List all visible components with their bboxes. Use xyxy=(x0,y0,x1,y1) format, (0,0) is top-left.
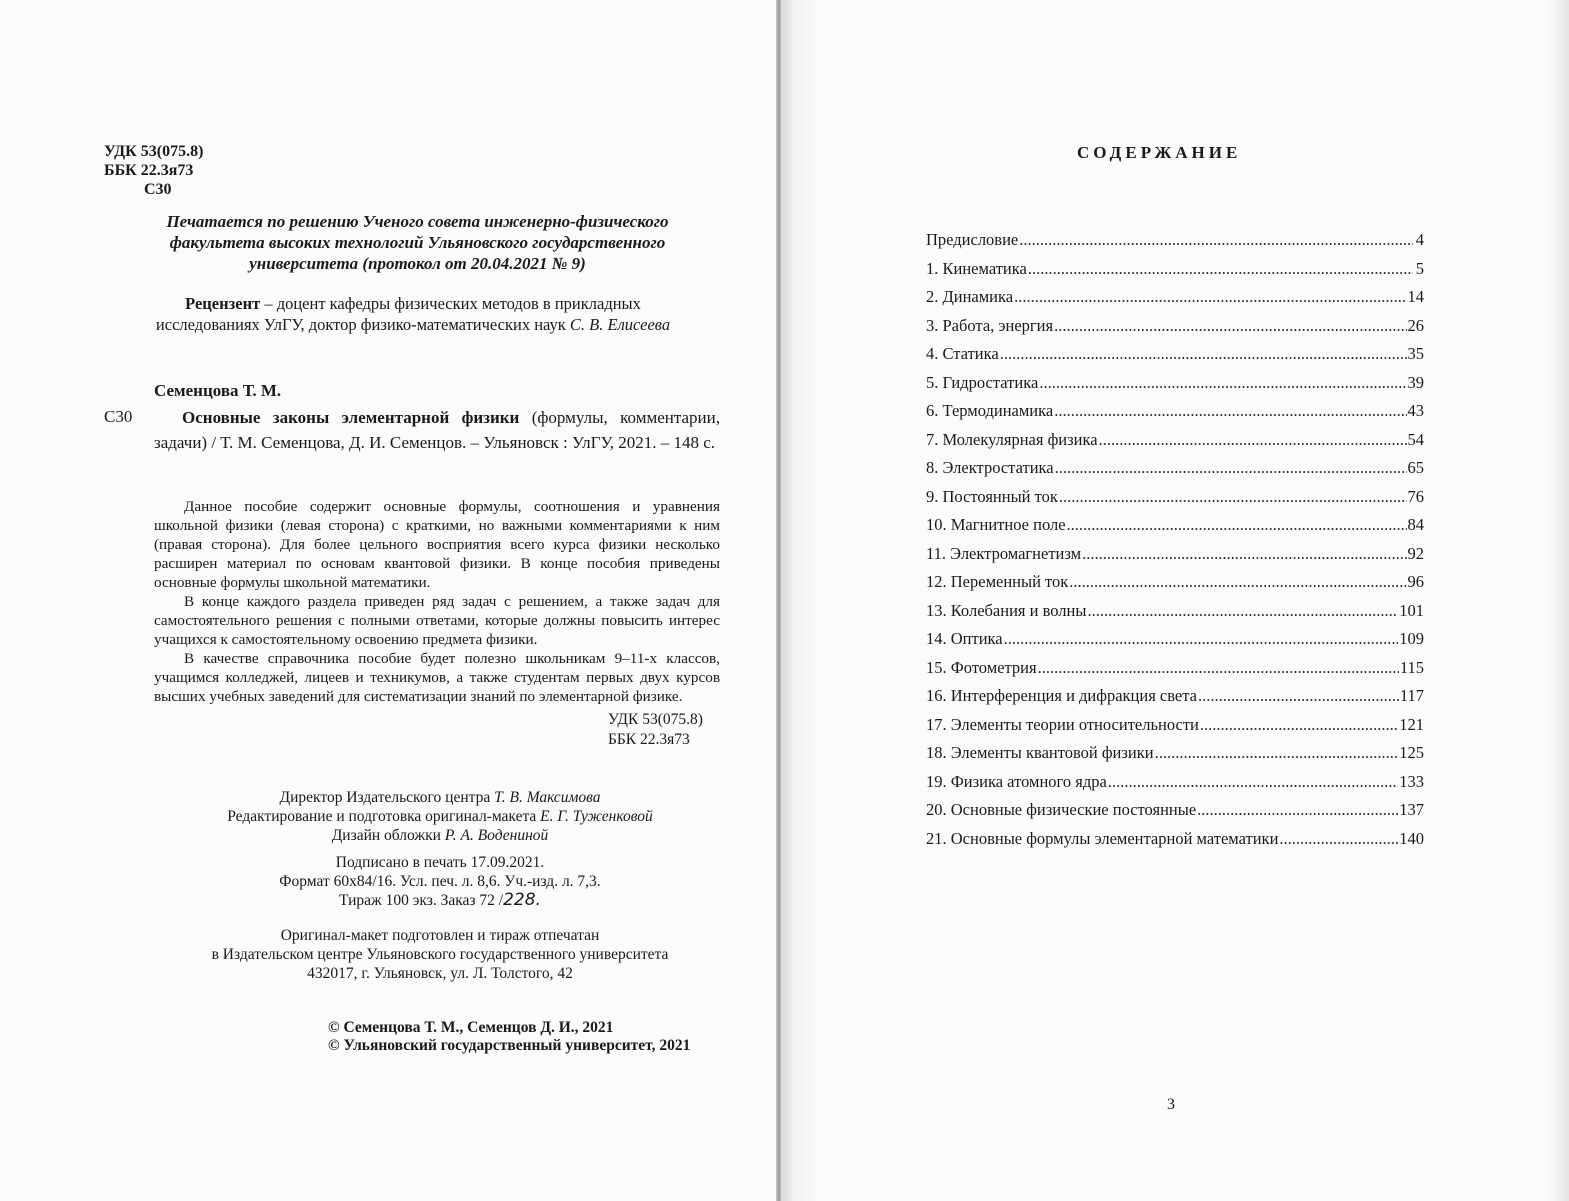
toc-entry-page: 125 xyxy=(1399,743,1424,762)
copyright-block xyxy=(328,1019,690,1055)
toc-entry-title: 3. Работа, энергия xyxy=(926,315,1054,335)
page-edge-shadow xyxy=(1548,0,1569,1201)
toc-leader-dots xyxy=(1004,629,1399,649)
toc-entry xyxy=(926,658,1424,687)
credit-line xyxy=(150,826,730,845)
run-info: Тираж 100 экз. Заказ 72 /228. xyxy=(339,890,541,910)
toc-entry-page: 109 xyxy=(1399,629,1424,648)
table-of-contents xyxy=(926,230,1424,857)
toc-entry-page: 140 xyxy=(1399,828,1424,848)
udk-code: УДК 53(075.8) xyxy=(104,143,204,160)
toc-leader-dots xyxy=(1067,515,1407,535)
toc-entry xyxy=(926,373,1424,402)
toc-entry xyxy=(926,743,1424,772)
toc-entry-title: 13. Колебания и волны xyxy=(926,600,1087,620)
udk-header xyxy=(104,142,203,199)
toc-entry-title: Предисловие xyxy=(926,230,1019,249)
toc-entry-title: 2. Динамика xyxy=(926,287,1014,306)
credit-line xyxy=(150,807,730,826)
toc-entry-title: 8. Электростатика xyxy=(926,458,1054,477)
toc-entry-page: 92 xyxy=(1407,543,1424,563)
toc-leader-dots xyxy=(1200,715,1398,735)
credit-line xyxy=(150,788,730,807)
toc-entry-page: 133 xyxy=(1399,771,1424,791)
toc-entry-title: 15. Фотометрия xyxy=(926,657,1037,677)
reviewer-block xyxy=(118,293,708,335)
annotation-paragraph: Данное пособие содержит основные формулы, соотношения и уравнения школьной физики (левая сторона) с краткими, но важными комментариями к ним (правая сторона). Для более цельного восприятия всего курса физики несколько расширен материал по основам квантовой физики. В конце пособия приведены основные формулы школьной математики. xyxy=(154,498,720,591)
toc-entry-title: 21. Основные формулы элементарной математики xyxy=(926,828,1279,848)
toc-entry-page: 117 xyxy=(1399,686,1424,705)
toc-leader-dots xyxy=(1069,572,1406,592)
toc-leader-dots xyxy=(1087,601,1398,621)
toc-leader-dots xyxy=(1054,316,1406,336)
author-name: Семенцова Т. М. xyxy=(154,381,282,400)
reviewer-text: – доцент кафедры физических методов в прикладных xyxy=(260,294,641,313)
printer-line: в Издательском центре Ульяновского государственного университета xyxy=(211,946,669,963)
decision-line: Печатается по решению Ученого совета инженерно-физического xyxy=(166,212,669,231)
toc-entry-page: 96 xyxy=(1407,572,1424,591)
print-info xyxy=(150,853,730,910)
credit-label: Редактирование и подготовка оригинал-макета xyxy=(227,808,541,825)
toc-entry xyxy=(926,487,1424,516)
toc-entry-title: 19. Физика атомного ядра xyxy=(926,771,1107,791)
toc-entry xyxy=(926,572,1424,601)
toc-entry xyxy=(926,772,1424,801)
imprint-page xyxy=(0,0,781,1201)
toc-entry-title: 20. Основные физические постоянные xyxy=(926,800,1197,819)
author-mark: С30 xyxy=(144,181,172,198)
toc-entry-page: 76 xyxy=(1407,486,1424,506)
copyright-line: © Ульяновский государственный университет, 2021 xyxy=(328,1037,691,1054)
toc-leader-dots xyxy=(1039,373,1406,393)
credit-name: Е. Г. Туженковой xyxy=(540,808,653,825)
toc-entry xyxy=(926,458,1424,487)
annotation xyxy=(154,497,720,706)
toc-entry xyxy=(926,800,1424,829)
toc-leader-dots xyxy=(1000,344,1407,364)
udk-footer xyxy=(608,710,703,750)
toc-entry xyxy=(926,287,1424,316)
toc-entry xyxy=(926,715,1424,744)
toc-entry-title: 14. Оптика xyxy=(926,629,1003,648)
reviewer-label: Рецензент xyxy=(185,294,261,313)
toc-entry-title: 18. Элементы квантовой физики xyxy=(926,743,1154,762)
credit-label: Директор Издательского центра xyxy=(279,789,495,806)
toc-entry-page: 43 xyxy=(1407,401,1424,420)
credit-name: Т. В. Максимова xyxy=(494,789,601,806)
toc-leader-dots xyxy=(1054,401,1406,421)
toc-entry-page: 35 xyxy=(1407,344,1424,363)
toc-leader-dots xyxy=(1055,458,1407,478)
reviewer-text: исследованиях УлГУ, доктор физико-математических наук xyxy=(155,315,570,334)
toc-entry-page: 115 xyxy=(1399,657,1424,677)
toc-entry-page: 39 xyxy=(1407,372,1424,392)
toc-entry xyxy=(926,686,1424,715)
publishing-credits xyxy=(150,788,730,845)
publication-decision xyxy=(145,211,690,274)
toc-leader-dots xyxy=(1099,430,1407,450)
toc-leader-dots xyxy=(1014,287,1406,307)
toc-entry-page: 54 xyxy=(1407,429,1424,449)
reviewer-name: С. В. Елисеева xyxy=(569,315,671,334)
toc-leader-dots xyxy=(1028,259,1413,279)
toc-entry-page: 26 xyxy=(1407,315,1424,335)
credit-name: Р. А. Водениной xyxy=(444,827,549,844)
toc-entry-title: 16. Интерференция и дифракция света xyxy=(926,686,1197,705)
toc-entry-title: 7. Молекулярная физика xyxy=(926,429,1098,449)
toc-entry-page: 84 xyxy=(1407,515,1424,534)
toc-leader-dots xyxy=(1082,544,1406,564)
page-number: 3 xyxy=(1167,1096,1175,1113)
toc-entry-title: 5. Гидростатика xyxy=(926,372,1039,392)
toc-entry-title: 1. Кинематика xyxy=(926,258,1027,278)
contents-title: СОДЕРЖАНИЕ xyxy=(1077,143,1242,162)
toc-leader-dots xyxy=(1019,230,1413,250)
toc-leader-dots xyxy=(1038,658,1399,678)
toc-leader-dots xyxy=(1197,800,1398,820)
contents-page xyxy=(781,0,1569,1201)
copyright-line: © Семенцова Т. М., Семенцов Д. И., 2021 xyxy=(328,1019,614,1036)
toc-entry xyxy=(926,515,1424,544)
toc-entry-title: 10. Магнитное поле xyxy=(926,515,1066,534)
catalog-code: С30 xyxy=(104,407,133,426)
toc-leader-dots xyxy=(1108,772,1398,792)
toc-entry-title: 6. Термодинамика xyxy=(926,401,1054,420)
toc-entry-title: 9. Постоянный ток xyxy=(926,486,1058,506)
toc-entry xyxy=(926,230,1424,259)
toc-entry xyxy=(926,629,1424,658)
handwritten-order-number: 228. xyxy=(503,890,541,910)
toc-entry xyxy=(926,316,1424,345)
toc-leader-dots xyxy=(1198,686,1399,706)
signed-date: Подписано в печать 17.09.2021. xyxy=(335,854,545,871)
credit-label: Дизайн обложки xyxy=(331,827,445,844)
udk-code: УДК 53(075.8) xyxy=(608,711,703,728)
toc-entry xyxy=(926,259,1424,288)
toc-leader-dots xyxy=(1059,487,1407,507)
bbk-code: ББК 22.3я73 xyxy=(104,162,194,179)
printer-info xyxy=(150,926,730,983)
toc-leader-dots xyxy=(1155,743,1399,763)
bibliographic-description xyxy=(154,405,720,455)
decision-line: университета (протокол от 20.04.2021 № 9) xyxy=(249,254,586,273)
bbk-code: ББК 22.3я73 xyxy=(608,731,690,748)
book-details: (формулы, комментарии, задачи) / Т. М. Семенцова, Д. И. Семенцов. – Ульяновск : УлГУ, 2021. – 148 с. xyxy=(154,408,720,452)
toc-entry-title: 12. Переменный ток xyxy=(926,572,1069,591)
toc-entry xyxy=(926,401,1424,430)
toc-entry-title: 11. Электромагнетизм xyxy=(926,543,1082,563)
printer-line: 432017, г. Ульяновск, ул. Л. Толстого, 42 xyxy=(307,965,573,982)
toc-entry-page: 14 xyxy=(1407,287,1424,306)
toc-entry xyxy=(926,829,1424,858)
toc-entry-title: 4. Статика xyxy=(926,344,999,363)
toc-entry xyxy=(926,601,1424,630)
format-info: Формат 60х84/16. Усл. печ. л. 8,6. Уч.-изд. л. 7,3. xyxy=(279,873,601,890)
toc-entry-page: 65 xyxy=(1407,458,1424,477)
toc-entry xyxy=(926,544,1424,573)
decision-line: факультета высоких технологий Ульяновского государственного xyxy=(169,233,666,252)
toc-entry xyxy=(926,430,1424,459)
toc-leader-dots xyxy=(1279,829,1398,849)
toc-entry-page: 121 xyxy=(1399,714,1424,734)
toc-entry-page: 101 xyxy=(1399,600,1424,620)
toc-entry-page: 4 xyxy=(1415,230,1424,249)
toc-entry-title: 17. Элементы теории относительности xyxy=(926,714,1199,734)
printer-line: Оригинал-макет подготовлен и тираж отпечатан xyxy=(280,927,600,944)
toc-entry xyxy=(926,344,1424,373)
book-title: Основные законы элементарной физики xyxy=(182,408,520,427)
toc-entry-page: 137 xyxy=(1399,800,1424,819)
annotation-paragraph: В конце каждого раздела приведен ряд задач с решением, а также задач для самостоятельного решения с полными ответами, которые должны повысить интерес учащихся к самостоятельному освоению предмета физики. xyxy=(154,593,720,648)
annotation-paragraph: В качестве справочника пособие будет полезно школьникам 9–11-х классов, учащимся колледжей, лицеев и техникумов, а также студентам первых двух курсов высших учебных заведений для систематизации знаний по элементарной физике. xyxy=(154,650,720,705)
toc-entry-page: 5 xyxy=(1415,258,1424,278)
